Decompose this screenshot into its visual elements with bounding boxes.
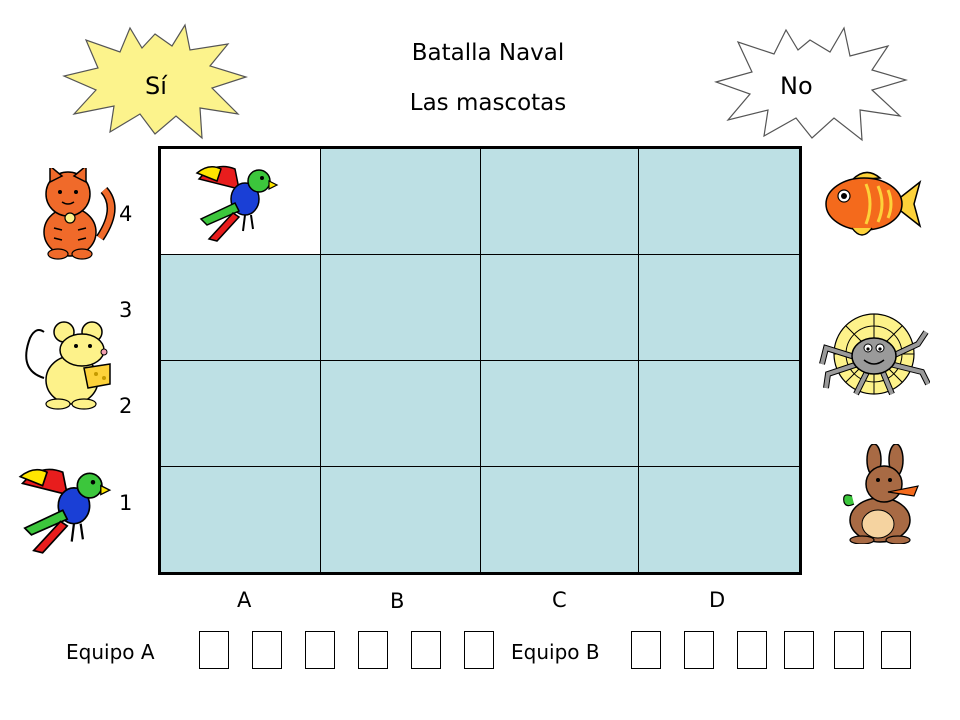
grid-cell-d4[interactable]: [639, 149, 799, 255]
page-title: Batalla Naval: [411, 40, 565, 66]
grid-cell-c1[interactable]: [481, 467, 639, 572]
team-a-score-box[interactable]: [411, 631, 441, 669]
grid-cell-c3[interactable]: [481, 255, 639, 361]
row-label-4: 4: [119, 202, 133, 226]
team-b-score-box[interactable]: [881, 631, 911, 669]
page-subtitle: Las mascotas: [409, 90, 567, 116]
grid-cell-c4[interactable]: [481, 149, 639, 255]
team-a-score-box[interactable]: [199, 631, 229, 669]
column-label-d: D: [709, 588, 726, 612]
parrot-icon: [195, 159, 279, 243]
column-label-a: A: [237, 588, 252, 612]
team-b-score-box[interactable]: [684, 631, 714, 669]
row-label-1: 1: [119, 491, 133, 515]
team-a-label: Equipo A: [66, 640, 155, 664]
grid-cell-d3[interactable]: [639, 255, 799, 361]
yes-label: Sí: [145, 72, 167, 100]
battleship-grid: [158, 146, 802, 575]
team-b-score-box[interactable]: [834, 631, 864, 669]
team-a-score-box[interactable]: [252, 631, 282, 669]
row-label-2: 2: [119, 394, 133, 418]
team-a-score-box[interactable]: [305, 631, 335, 669]
team-b-label: Equipo B: [511, 640, 600, 664]
spider-icon: [818, 308, 930, 400]
grid-cell-b2[interactable]: [321, 361, 481, 467]
rabbit-icon: [838, 444, 920, 544]
cat-icon: [30, 168, 116, 260]
column-label-c: C: [552, 588, 567, 612]
grid-cell-b3[interactable]: [321, 255, 481, 361]
grid-cell-a1[interactable]: [161, 467, 321, 572]
parrot-icon: [18, 458, 112, 558]
team-b-score-box[interactable]: [631, 631, 661, 669]
row-label-3: 3: [119, 298, 133, 322]
column-label-b: B: [390, 589, 405, 613]
grid-cell-b1[interactable]: [321, 467, 481, 572]
team-b-score-box[interactable]: [737, 631, 767, 669]
grid-cell-d2[interactable]: [639, 361, 799, 467]
team-b-score-box[interactable]: [784, 631, 814, 669]
team-a-score-box[interactable]: [358, 631, 388, 669]
team-a-score-box[interactable]: [464, 631, 494, 669]
grid-cell-a2[interactable]: [161, 361, 321, 467]
grid-cell-b4[interactable]: [321, 149, 481, 255]
grid-cell-a4[interactable]: [161, 149, 321, 255]
no-label: No: [780, 72, 813, 100]
grid-cell-a3[interactable]: [161, 255, 321, 361]
mouse-icon: [22, 318, 116, 410]
grid-cell-c2[interactable]: [481, 361, 639, 467]
fish-icon: [822, 166, 922, 242]
grid-cell-d1[interactable]: [639, 467, 799, 572]
